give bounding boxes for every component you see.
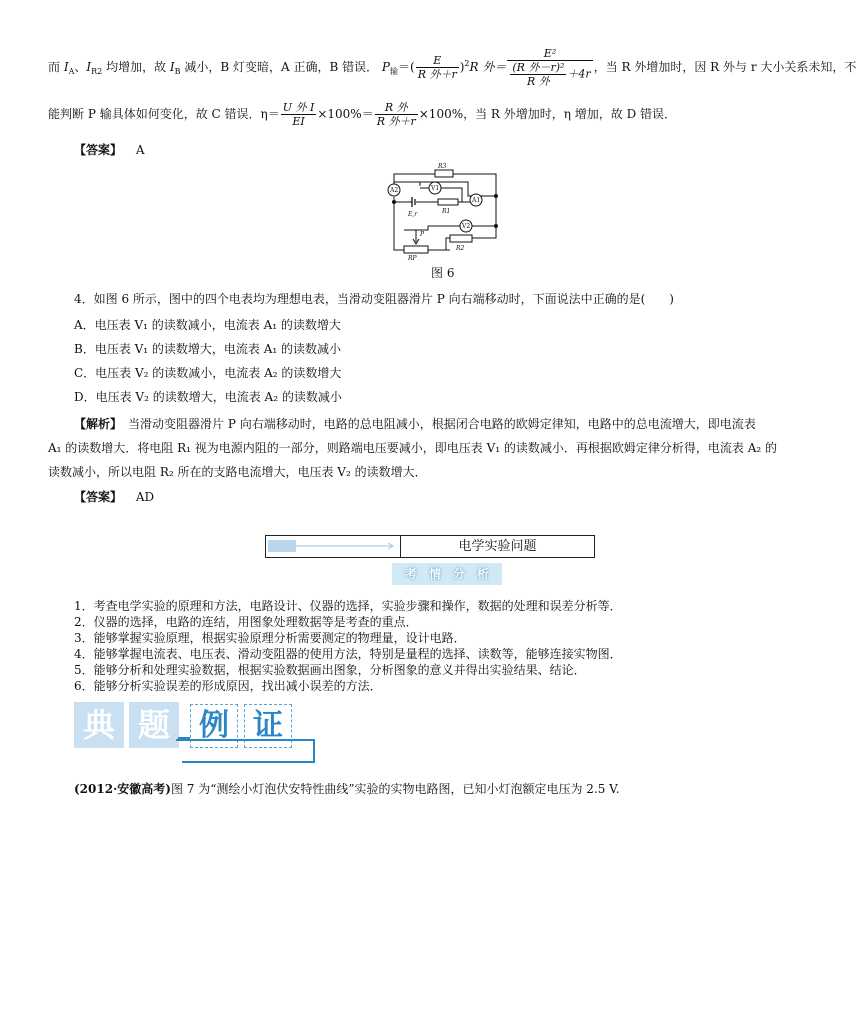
- list-item: 1．考查电学实验的原理和方法，电路设计、仪器的选择，实验步骤和操作，数据的处理和误差分析等．: [74, 599, 622, 613]
- option-c: C．电压表 V₂ 的读数减小，电流表 A₂ 的读数增大: [74, 366, 342, 380]
- symbol: P: [381, 60, 390, 74]
- list-item: 3．能够掌握实验原理，根据实验原理分析需要测定的物理量，设计电路．: [74, 631, 466, 645]
- banner-char: 题: [137, 706, 170, 744]
- section-subtitle: 考 情 分 析: [404, 567, 489, 581]
- label-r1: R1: [442, 208, 451, 215]
- label-rp: RP: [408, 255, 417, 260]
- text: R 外＝: [469, 60, 507, 74]
- symbol: I: [86, 60, 92, 74]
- numerator: R 外: [375, 101, 418, 115]
- resistor-r1: [438, 199, 458, 205]
- symbol: I: [169, 60, 175, 74]
- points-list: [74, 598, 622, 694]
- text: 、: [74, 60, 87, 74]
- example-banner: [74, 702, 319, 766]
- text: ，当 R 外增加时，因 R 外与 r 大小关系未知，不: [593, 60, 857, 74]
- answer-value: AD: [135, 490, 155, 504]
- list-item: 2．仪器的选择，电路的连结，用图象处理数据等是考查的重点．: [74, 615, 418, 629]
- label-er: E,r: [408, 211, 418, 218]
- figure-caption: 图 6: [431, 266, 455, 280]
- question-text: 图 7 为“测绘小灯泡伏安特性曲线”实验的实物电路图，已知小灯泡额定电压为 2.5 V.: [170, 782, 620, 796]
- subscript: 输: [390, 67, 398, 76]
- text: 减小，B 灯变暗，A 正确，B 错误．: [180, 60, 379, 74]
- denominator: R 外＋r: [417, 68, 457, 81]
- subscript: A: [68, 67, 75, 76]
- label-v1: V1: [431, 185, 440, 192]
- list-item: 4．能够掌握电流表、电压表、滑动变阻器的使用方法，特别是量程的选择、读数等，能够连接实物图．: [74, 647, 622, 661]
- list-item: 5．能够分析和处理实验数据，根据实验数据画出图象，分析图象的意义并得出实验结果、结论．: [74, 663, 586, 677]
- option-a: A．电压表 V₁ 的读数减小，电流表 A₁ 的读数增大: [74, 318, 341, 332]
- option-d: D．电压表 V₂ 的读数增大，电流表 A₂ 的读数减小: [74, 390, 342, 404]
- resistor-r2: [450, 235, 472, 242]
- arrow-decoration-icon: [266, 536, 400, 557]
- section-subtitle-badge: [392, 563, 502, 585]
- example-question-line: [74, 780, 620, 797]
- denominator: R 外: [527, 75, 550, 88]
- section-title: 电学实验问题: [458, 539, 537, 554]
- answer-label: 【答案】: [74, 143, 123, 157]
- fraction: [281, 101, 317, 128]
- question-4-stem: 4．如图 6 所示，图中的四个电表均为理想电表，当滑动变阻器滑片 P 向右端移动时，下面说法中正确的是( ): [74, 292, 674, 306]
- symbol: I: [63, 60, 69, 74]
- text: ×100%＝: [317, 107, 374, 121]
- numerator: E²: [507, 47, 592, 61]
- text: ＝(: [398, 60, 415, 74]
- text: 而: [48, 60, 64, 74]
- numerator: (R 外－r)²: [512, 61, 565, 74]
- subscript: R2: [91, 67, 103, 76]
- subscript: B: [174, 67, 181, 76]
- banner-char: 典: [82, 706, 115, 744]
- analysis-text-3: 读数减小，所以电阻 R₂ 所在的支路电流增大，电压表 V₂ 的读数增大．: [48, 465, 427, 479]
- rheostat-rp: [404, 246, 428, 253]
- text: ): [459, 60, 465, 74]
- answer-2: [74, 488, 154, 505]
- analysis-label: 【解析】: [74, 417, 117, 431]
- label-r3: R3: [438, 163, 447, 170]
- label-a1: A1: [472, 197, 481, 204]
- resistor-r3: [435, 170, 453, 177]
- fraction: [416, 54, 459, 81]
- label-a2: A2: [390, 187, 399, 194]
- fraction: [375, 101, 418, 128]
- answer-label: 【答案】: [74, 490, 123, 504]
- text: ×100%，当 R 外增加时，η 增加，故 D 错误．: [418, 107, 677, 121]
- text: 均增加，故: [102, 60, 170, 74]
- numerator: U 外 I: [282, 101, 315, 114]
- analysis-line-2: [48, 101, 676, 128]
- analysis-paragraph: [48, 412, 818, 484]
- source-tag: (2012·安徽高考): [74, 782, 171, 796]
- denominator: R 外＋r: [376, 115, 416, 128]
- analysis-text-2: A₁ 的读数增大．将电阻 R₁ 视为电源内阻的一部分，则路端电压要减小，即电压表 V₁ 的读数减小．再根据欧姆定律分析得，电流表 A₂ 的: [48, 441, 777, 455]
- list-item: 6．能够分析实验误差的形成原因，找出减小误差的方法．: [74, 679, 382, 693]
- fraction: [507, 47, 592, 88]
- banner-decoration: [266, 536, 401, 557]
- answer-value: A: [135, 143, 145, 157]
- banner-char: 证: [253, 708, 283, 743]
- label-p: P: [420, 231, 425, 238]
- banner-char: 例: [199, 708, 229, 743]
- label-r2: R2: [456, 245, 465, 252]
- option-b: B．电压表 V₁ 的读数增大，电流表 A₁ 的读数减小: [74, 342, 342, 356]
- analysis-text-1: 当滑动变阻器滑片 P 向右端移动时，电路的总电阻减小，根据闭合电路的欧姆定律知，电路中的总电流增大，即电流表: [128, 417, 756, 431]
- denominator: EI: [292, 115, 305, 128]
- inner-fraction: [510, 61, 566, 88]
- answer-1: [74, 141, 145, 158]
- superscript: 2: [464, 59, 470, 68]
- analysis-line-1: [48, 47, 856, 88]
- text: ＋4r: [567, 67, 591, 81]
- label-v2: V2: [462, 223, 471, 230]
- denominator: [507, 61, 592, 88]
- section-banner: [265, 535, 595, 558]
- numerator: E: [416, 54, 459, 68]
- text: 能判断 P 输具体如何变化，故 C 错误．η＝: [48, 107, 280, 121]
- banner-frame: [74, 702, 319, 766]
- circuit-diagram: [380, 160, 505, 260]
